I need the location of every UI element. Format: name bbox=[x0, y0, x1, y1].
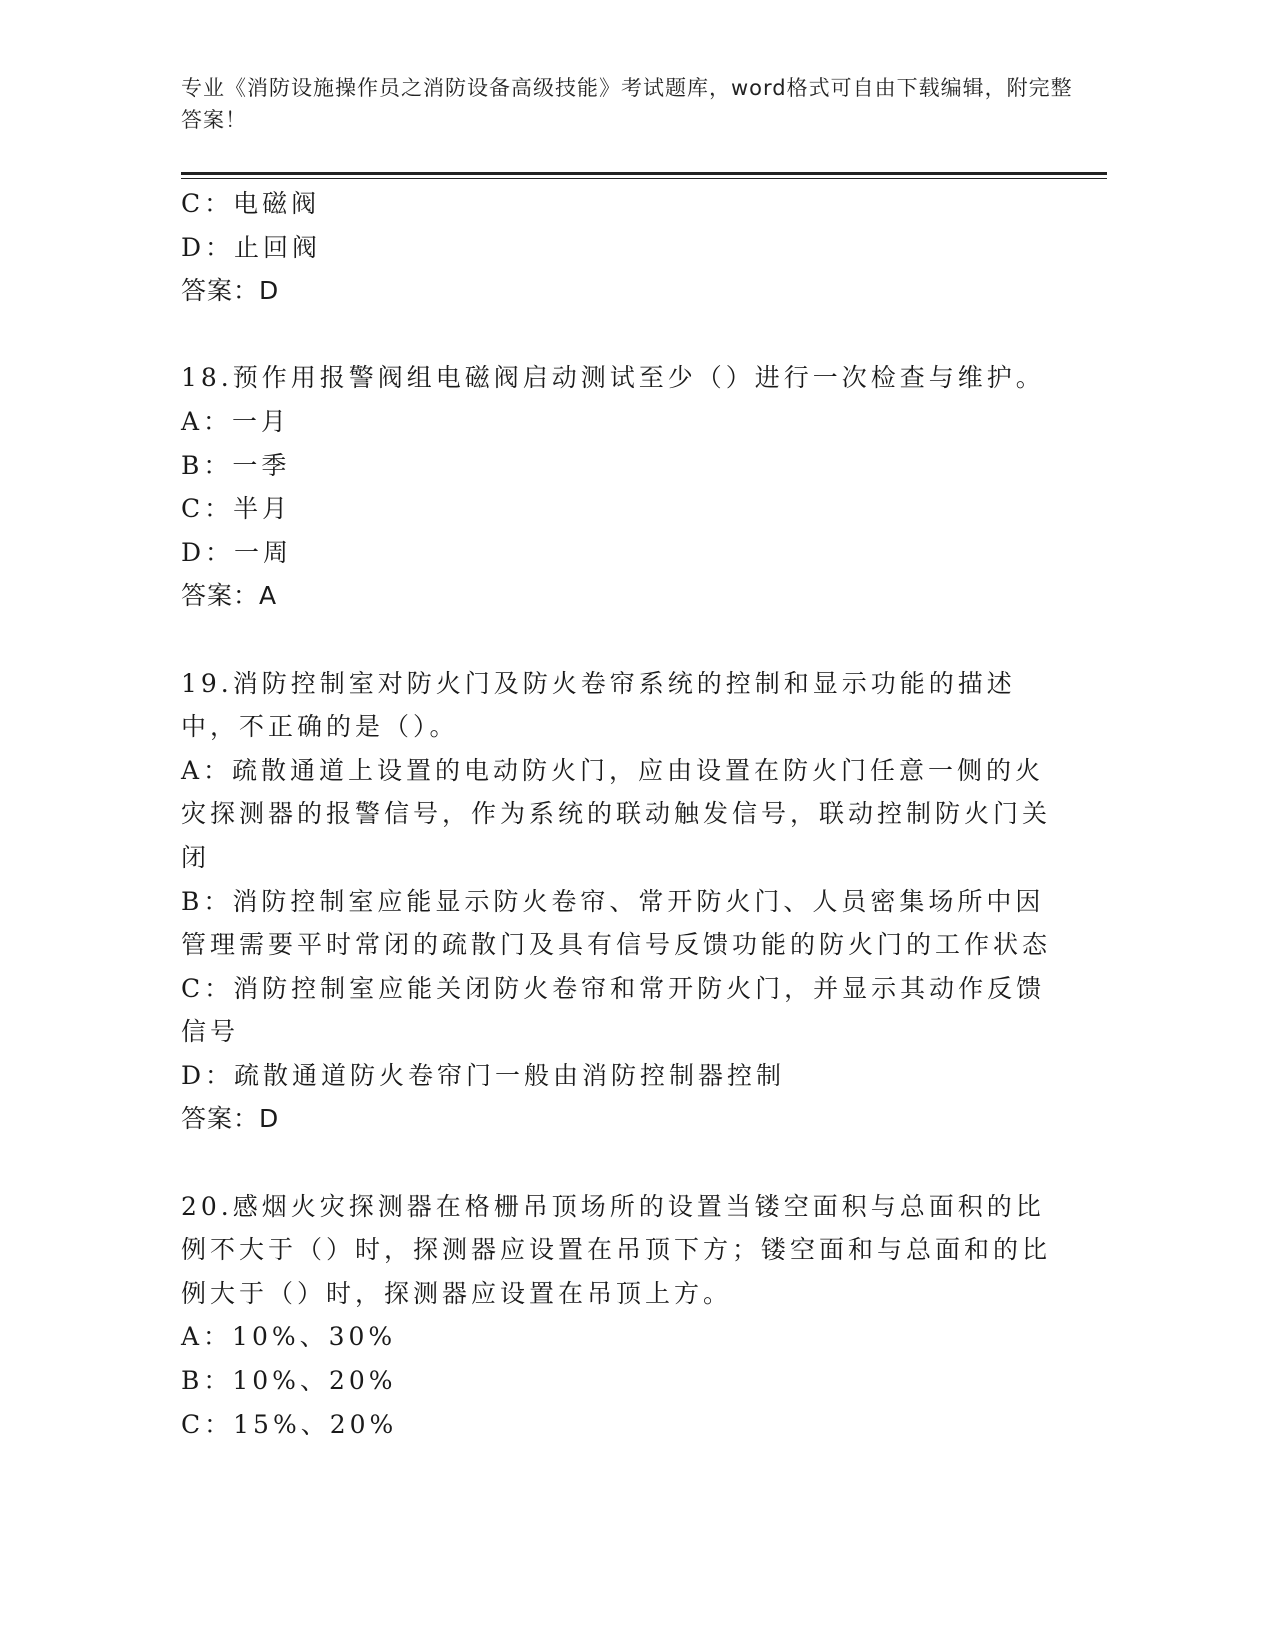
q20-option-b: B：10%、20% bbox=[181, 1366, 397, 1396]
header-divider-thick bbox=[181, 172, 1107, 175]
q18-option-c: C：半月 bbox=[181, 494, 292, 524]
q20-question: 20.感烟火灾探测器在格栅吊顶场所的设置当镂空面积与总面积的比例不大于（）时，探测器应设置在吊顶下方；镂空面和与总面和的比例大于（）时，探测器应设置在吊顶上方。 bbox=[181, 1191, 1052, 1308]
q19-option-b: B：消防控制室应能显示防火卷帘、常开防火门、人员密集场所中因管理需要平时常闭的疏散门及具有信号反馈功能的防火门的工作状态 bbox=[181, 886, 1052, 960]
header-divider-thin bbox=[181, 178, 1107, 179]
q18-answer: 答案：A bbox=[181, 581, 278, 611]
q20-option-a: A：10%、30% bbox=[181, 1322, 397, 1352]
q19-option-c: C：消防控制室应能关闭防火卷帘和常开防火门，并显示其动作反馈信号 bbox=[181, 973, 1046, 1047]
q19-option-a: A：疏散通道上设置的电动防火门，应由设置在防火门任意一侧的火灾探测器的报警信号，作为系统的联动触发信号，联动控制防火门关闭 bbox=[181, 755, 1052, 872]
q19-option-d: D：疏散通道防火卷帘门一般由消防控制器控制 bbox=[181, 1060, 786, 1090]
q18-question: 18.预作用报警阀组电磁阀启动测试至少（）进行一次检查与维护。 bbox=[181, 363, 1045, 393]
question-content bbox=[181, 182, 1051, 1446]
q17-option-c: C：电磁阀 bbox=[181, 189, 321, 218]
q18-option-a: A：一月 bbox=[181, 406, 291, 436]
q18-option-b: B：一季 bbox=[181, 450, 291, 480]
q18-option-d: D：一周 bbox=[181, 537, 293, 567]
q17-answer: 答案：D bbox=[181, 276, 280, 306]
document-header: 专业《消防设施操作员之消防设备高级技能》考试题库，word格式可自由下载编辑，附完整答案！ bbox=[181, 76, 1073, 132]
spacer bbox=[181, 618, 1051, 662]
q19-answer: 答案：D bbox=[181, 1104, 280, 1134]
q19-question: 19.消防控制室对防火门及防火卷帘系统的控制和显示功能的描述中，不正确的是（）。 bbox=[181, 668, 1016, 742]
q17-option-d: D：止回阀 bbox=[181, 232, 322, 262]
spacer bbox=[181, 1141, 1051, 1185]
q20-option-c: C：15%、20% bbox=[181, 1409, 398, 1439]
spacer bbox=[181, 313, 1051, 357]
